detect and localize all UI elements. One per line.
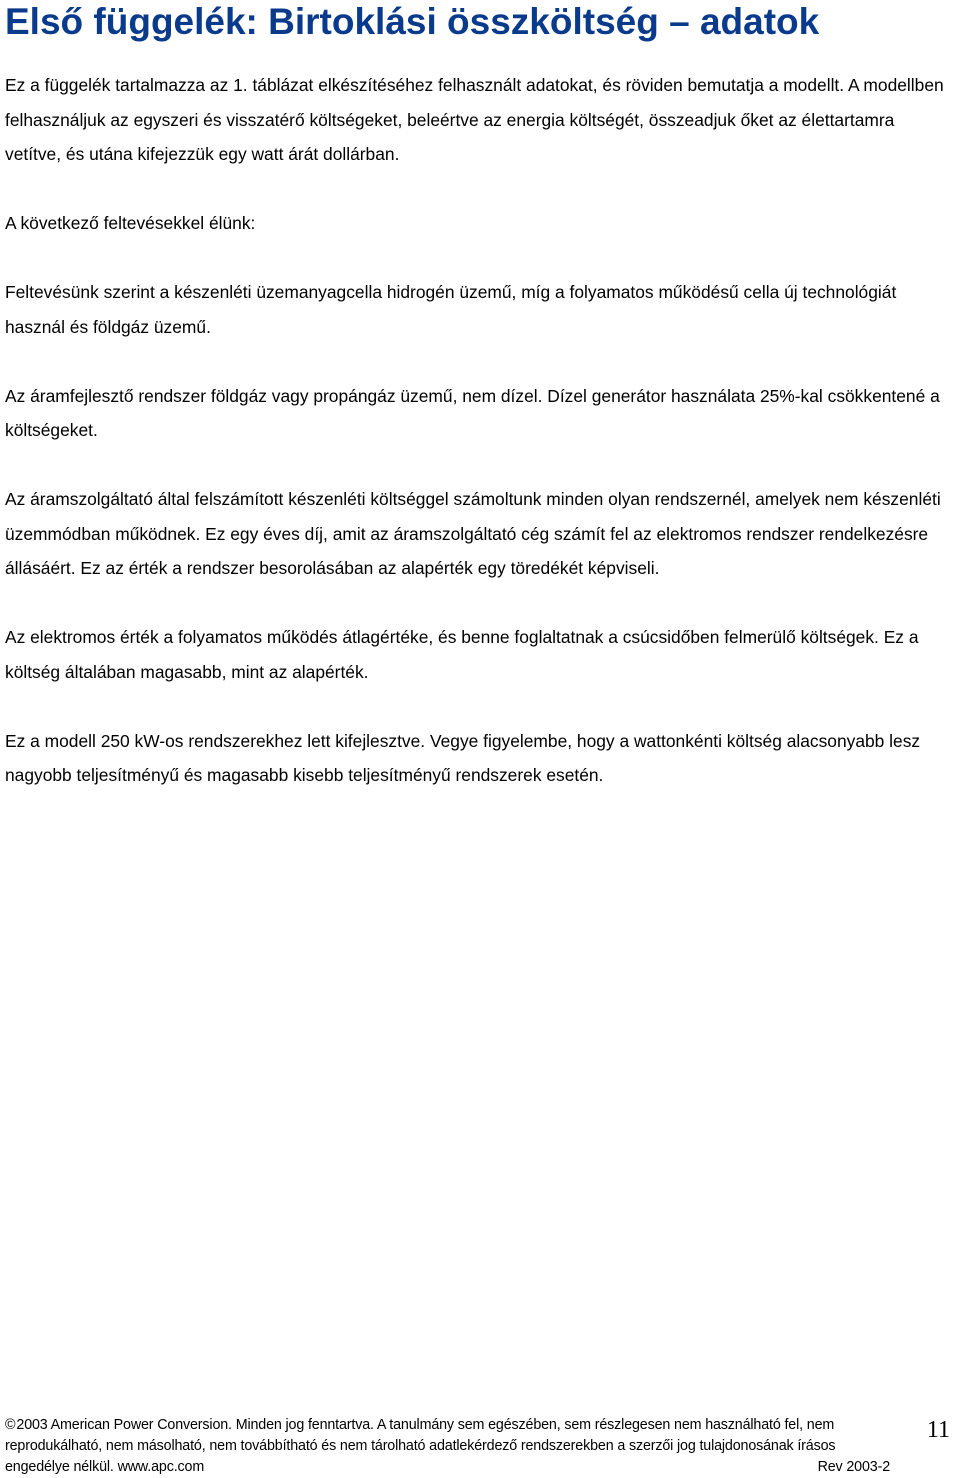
footer-copyright [5,1415,890,1478]
paragraph-generator: Az áramfejlesztő rendszer földgáz vagy propángáz üzemű, nem dízel. Dízel generátor használata 25%-kal csökkentené a költségeket. [5,385,940,440]
paragraph-electric-value: Az elektromos érték a folyamatos működés átlagértéke, és benne foglaltatnak a csúcsidőben felmerülő költségek. Ez a költség általában magasabb, mint az alapérték. [5,627,919,682]
paragraph-intro: Ez a függelék tartalmazza az 1. táblázat elkészítéséhez felhasznált adatokat, és röviden bemutatja a modellt. A modellben felhasználjuk az egyszeri és visszatérő költségeket, beleértve az energia költségét, összeadjuk őket az élettartamra vetítve, és utána kifejezzük egy watt árát dollárban. [5,75,944,164]
footer-url[interactable]: www.apc.com [117,1459,205,1475]
page-number: 11 [926,1417,950,1443]
paragraph-assumptions-heading: A következő feltevésekkel élünk: [5,213,256,233]
page-footer [5,1415,955,1477]
footer-line-3-text: engedélye nélkül. [5,1459,118,1475]
footer-line-1 [5,1415,890,1436]
footer-line-2: reprodukálható, nem másolható, nem továbbítható és nem tárolható adatlekérdező rendszerekben a szerzői jog tulajdonosának írásos [5,1438,836,1454]
footer-line-1-text: 2003 American Power Conversion. Minden jog fenntartva. A tanulmány sem egészében, sem részlegesen nem használható fel, nem [16,1417,835,1433]
copyright-symbol: © [5,1417,16,1433]
paragraph-standby-cost: Az áramszolgáltató által felszámított készenléti költséggel számoltunk minden olyan rendszernél, amelyek nem készenléti üzemmódban működnek. Ez egy éves díj, amit az áramszolgáltató cég számít fel az elektromos rendszer rendelkezésre állásáért. Ez az érték a rendszer besorolásában az alapérték egy töredékét képviseli. [5,489,941,578]
paragraph-fuel-cell: Feltevésünk szerint a készenléti üzemanyagcella hidrogén üzemű, míg a folyamatos működésű cella új technológiát használ és földgáz üzemű. [5,282,897,337]
footer-line-3 [5,1457,890,1478]
body-text [5,68,955,827]
revision-label: Rev 2003-2 [817,1459,890,1475]
paragraph-model-scope: Ez a modell 250 kW-os rendszerekhez lett kifejlesztve. Vegye figyelembe, hogy a wattonkénti költség alacsonyabb lesz nagyobb teljesítményű és magasabb kisebb teljesítményű rendszerek esetén. [5,730,921,785]
page-title: Első függelék: Birtoklási összköltség – adatok [5,1,820,42]
